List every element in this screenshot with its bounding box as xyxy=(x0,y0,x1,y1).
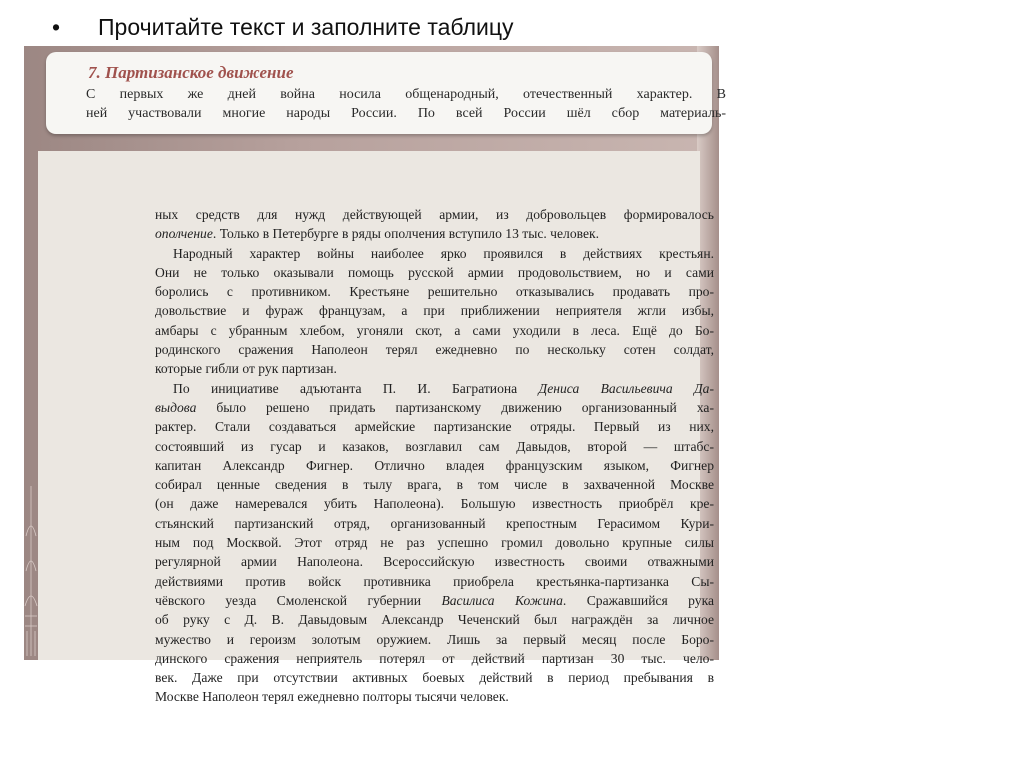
text-run: Народный характер войны наиболее ярко проявился в действиях крестьян. xyxy=(173,245,714,261)
section-header-card xyxy=(46,52,726,134)
text-line xyxy=(155,263,714,282)
text-line xyxy=(155,572,714,591)
text-line xyxy=(155,514,714,533)
section-title: 7. Партизанское движение xyxy=(88,63,294,82)
text-line xyxy=(155,321,714,340)
text-run: об руку с Д. В. Давыдовым Александр Чеченский был награждён за личное xyxy=(155,612,714,628)
text-run: мужество и героизм золотым оружием. Лишь за первый месяц после Боро- xyxy=(155,631,714,647)
text-line xyxy=(155,301,714,320)
slide-title-text: Прочитайте текст и заполните таблицу xyxy=(98,14,514,40)
text-run: родинского сражения Наполеон терял ежедневно по нескольку сотен солдат, xyxy=(155,342,714,358)
text-run: стьянский партизанский отряд, организованный крепостным Герасимом Кури- xyxy=(155,515,714,531)
text-line xyxy=(155,398,714,417)
intro-line: ней участвовали многие народы России. По всей России шёл сбор материаль- xyxy=(86,106,726,121)
text-run: амбары с убранным хлебом, угоняли скот, а сами уходили в леса. Ещё до Бо- xyxy=(155,322,714,338)
text-line xyxy=(155,610,714,629)
text-run: динского сражения неприятель потерял от действий партизан 30 тыс. чело- xyxy=(155,650,714,666)
text-line xyxy=(155,687,714,706)
text-line xyxy=(155,417,714,436)
text-run: (он даже намеревался убить Наполеона). Большую известность приобрёл кре- xyxy=(155,496,714,512)
text-line xyxy=(155,437,714,456)
text-run: ным под Москвой. Этот отряд не раз успешно громил довольно крупные силы xyxy=(155,535,714,551)
text-run: довольствие и фураж французам, а при приближении неприятеля жгли избы, xyxy=(155,303,714,319)
text-run: регулярной армии Наполеона. Всероссийскую известность своими отважными xyxy=(155,554,714,570)
text-line xyxy=(155,591,714,610)
text-run: собирал ценные сведения в тылу врага, в том числе в захваченной Москве xyxy=(155,477,714,493)
text-run: капитан Александр Фигнер. Отлично владея французским языком, Фигнер xyxy=(155,457,714,473)
text-line xyxy=(155,475,714,494)
text-run: действиями против войск противника приобрела крестьянка-партизанка Сы- xyxy=(155,573,714,589)
emphasized-term: Василиса Кожина xyxy=(441,592,563,608)
slide-title xyxy=(52,14,514,41)
text-line xyxy=(155,244,714,263)
text-line xyxy=(155,630,714,649)
text-line xyxy=(155,494,714,513)
text-run: было решено придать партизанскому движению организованный ха- xyxy=(196,399,714,415)
text-run: Они не только оказывали помощь русской армии продовольствием, но и сами xyxy=(155,264,714,280)
text-line xyxy=(155,552,714,571)
text-run: . Сражавшийся рука xyxy=(562,592,714,608)
text-run: Москве Наполеон терял ежедневно полторы тысячи человек. xyxy=(155,689,509,705)
text-line xyxy=(155,649,714,668)
text-run: ных средств для нужд действующей армии, из добровольцев формировалось xyxy=(155,207,714,222)
text-line xyxy=(155,205,714,224)
textbook-page-scan xyxy=(24,46,726,705)
text-line xyxy=(155,379,714,398)
text-line xyxy=(155,533,714,552)
intro-line: С первых же дней война носила общенародный, отечественный характер. В xyxy=(86,87,726,102)
text-line xyxy=(155,282,714,301)
text-run: рактер. Стали создаваться армейские партизанские отряды. Первый из них, xyxy=(155,419,714,435)
text-line xyxy=(155,340,714,359)
emphasized-term: ополчение xyxy=(155,226,213,242)
text-run: боролись с противником. Крестьяне решительно отказывались продавать про- xyxy=(155,284,714,300)
emphasized-term: выдова xyxy=(155,399,197,415)
text-run: По инициативе адъютанта П. И. Багратиона xyxy=(173,380,539,396)
text-line xyxy=(155,456,714,475)
cathedral-decoration-icon xyxy=(24,476,38,660)
section-body-text xyxy=(155,205,714,707)
text-run: которые гибли от рук партизан. xyxy=(155,361,337,377)
text-run: . Только в Петербурге в ряды ополчения вступило 13 тыс. человек. xyxy=(212,226,599,242)
text-run: век. Даже при отсутствии активных боевых действий в период пребывания в xyxy=(155,670,714,686)
text-run: состоявший из гусар и казаков, возглавил сам Давыдов, второй — штабс- xyxy=(155,438,714,454)
text-run: чёвского уезда Смоленской губернии xyxy=(155,592,442,608)
bullet-icon: • xyxy=(52,14,61,40)
intro-paragraph xyxy=(86,85,726,123)
text-line xyxy=(155,668,714,687)
text-line xyxy=(155,359,714,378)
emphasized-term: Дениса Васильевича Да- xyxy=(538,380,714,396)
text-line xyxy=(155,224,714,243)
